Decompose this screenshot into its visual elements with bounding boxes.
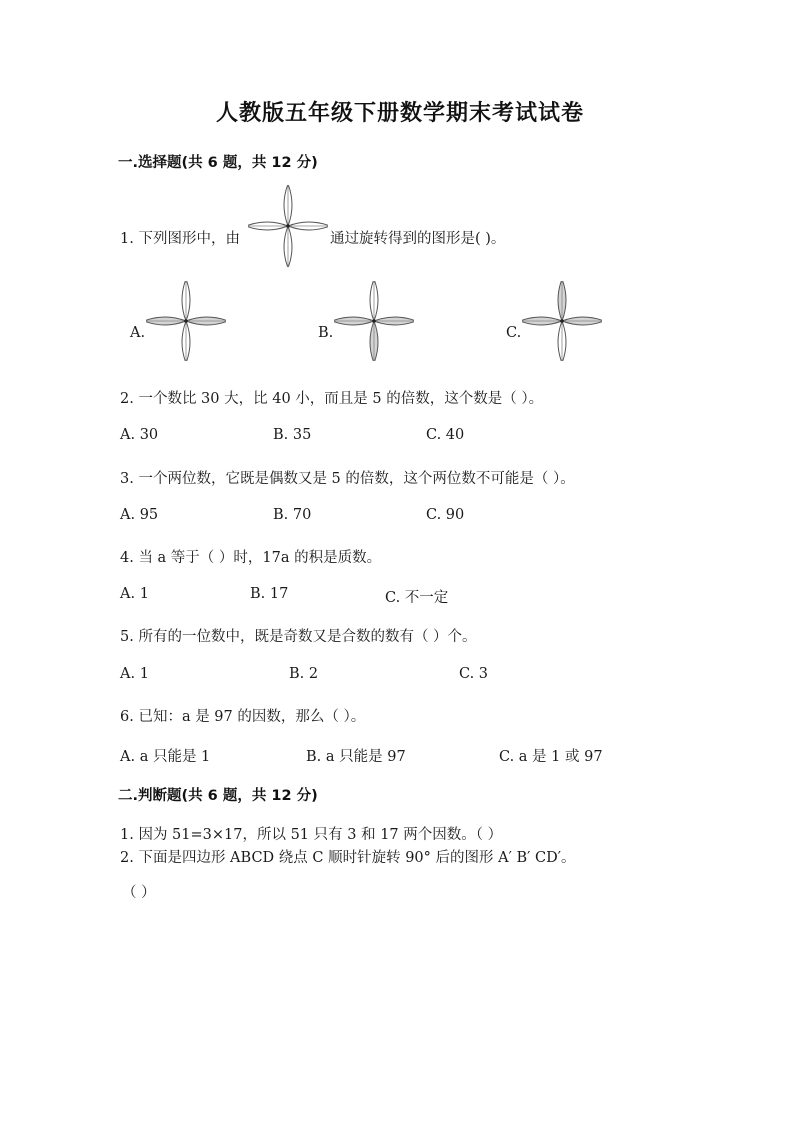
question-5-text: 5. 所有的一位数中，既是奇数又是合数的数有（ ）个。 xyxy=(120,629,477,645)
question-2-option-b: B. 35 xyxy=(273,427,312,443)
question-5-option-b: B. 2 xyxy=(289,666,319,682)
question-4-option-a: A. 1 xyxy=(120,586,149,602)
question-1-option-b-label: B. xyxy=(318,325,334,341)
question-6-option-c: C. a 是 1 或 97 xyxy=(499,749,603,765)
judgment-answer-blank: （ ） xyxy=(122,885,156,901)
question-1-option-a-figure xyxy=(146,281,226,361)
question-2-text: 2. 一个数比 30 大，比 40 小，而且是 5 的倍数，这个数是（ ）。 xyxy=(120,391,544,407)
question-6-option-a: A. a 只能是 1 xyxy=(120,749,211,765)
judgment-question-1: 1. 因为 51=3×17，所以 51 只有 3 和 17 两个因数。（ ） xyxy=(120,827,503,843)
question-1-option-a-label: A. xyxy=(130,325,146,341)
judgment-question-2: 2. 下面是四边形 ABCD 绕点 C 顺时针旋转 90° 后的图形 A′ B′ CD′。 xyxy=(120,850,576,866)
section-heading-choice: 一.选择题(共 6 题，共 12 分) xyxy=(118,155,318,171)
question-3-option-c: C. 90 xyxy=(426,507,465,523)
question-6-text: 6. 已知：a 是 97 的因数，那么（ ）。 xyxy=(120,709,366,725)
question-1-option-b-figure xyxy=(334,281,414,361)
question-3-option-a: A. 95 xyxy=(120,507,159,523)
question-3-text: 3. 一个两位数，它既是偶数又是 5 的倍数，这个两位数不可能是（ ）。 xyxy=(120,471,575,487)
section-heading-judgment: 二.判断题(共 6 题，共 12 分) xyxy=(118,788,318,804)
question-4-option-c: C. 不一定 xyxy=(385,590,449,606)
question-2-option-c: C. 40 xyxy=(426,427,465,443)
page-title: 人教版五年级下册数学期末考试试卷 xyxy=(215,101,584,126)
question-1-text-start: 1. 下列图形中，由 xyxy=(120,231,240,247)
question-3-option-b: B. 70 xyxy=(273,507,312,523)
question-4-option-b: B. 17 xyxy=(250,586,289,602)
question-4-text: 4. 当 a 等于（ ）时，17a 的积是质数。 xyxy=(120,550,382,566)
question-1-reference-figure xyxy=(248,185,328,267)
question-1-option-c-label: C. xyxy=(506,325,522,341)
question-1-option-c-figure xyxy=(522,281,602,361)
question-2-option-a: A. 30 xyxy=(120,427,159,443)
question-5-option-c: C. 3 xyxy=(459,666,489,682)
question-5-option-a: A. 1 xyxy=(120,666,149,682)
question-1-text-end: 通过旋转得到的图形是( )。 xyxy=(330,231,506,247)
question-6-option-b: B. a 只能是 97 xyxy=(306,749,406,765)
